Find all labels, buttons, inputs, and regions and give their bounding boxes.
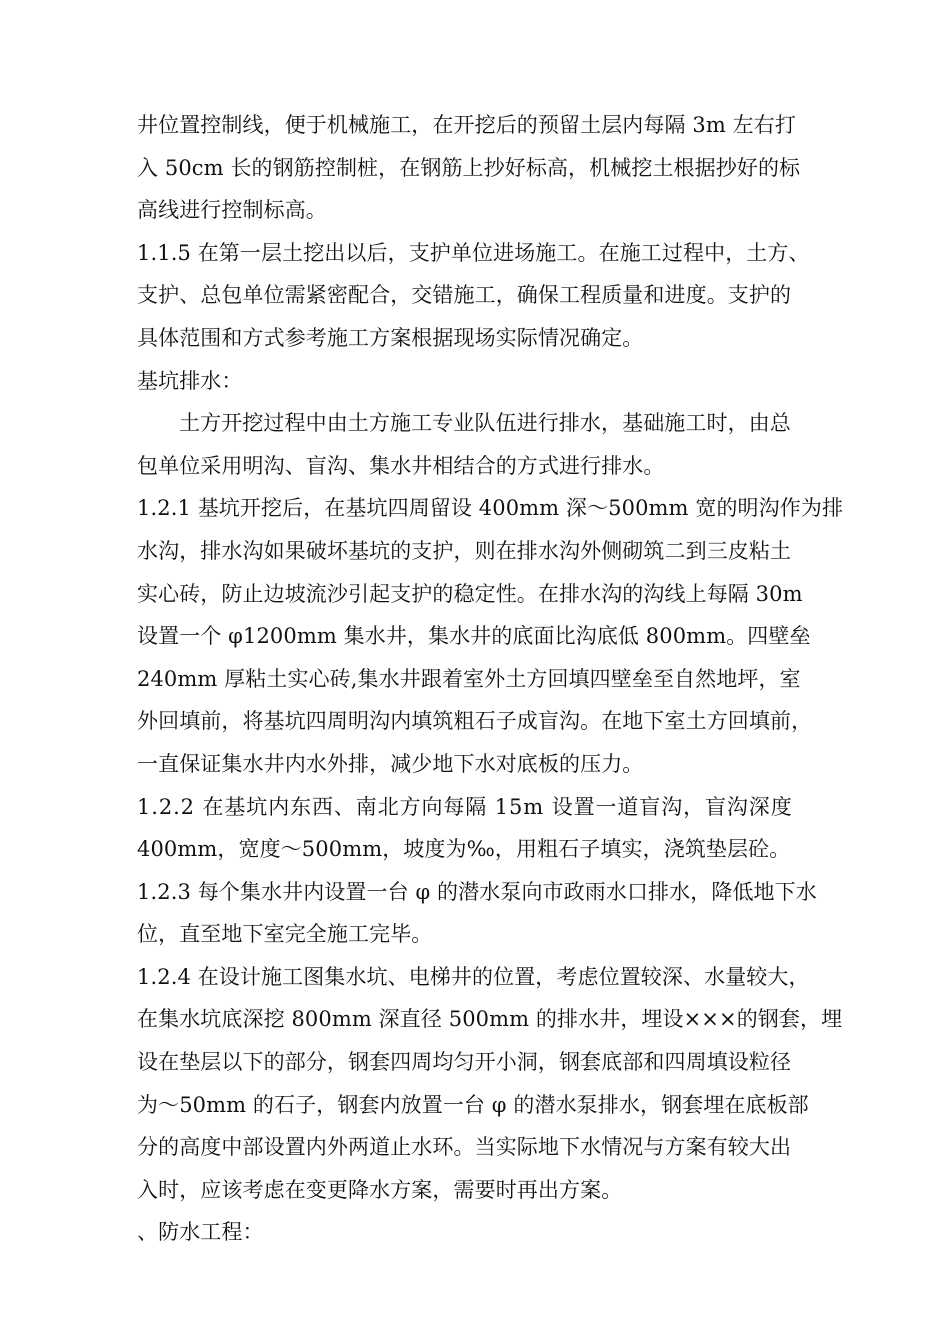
section-1-2-4-line-4: 为～50mm 的石子，钢套内放置一台 φ 的潜水泵排水，钢套埋在底板部	[137, 1092, 809, 1117]
section-1-2-1-line-1: 1.2.1 基坑开挖后，在基坑四周留设 400mm 深～500mm 宽的明沟作为排	[137, 496, 844, 521]
section-1-2-4-line-3: 设在垫层以下的部分，钢套四周均匀开小洞，钢套底部和四周填设粒径	[137, 1050, 792, 1075]
drainage-intro-line-1: 土方开挖过程中由土方施工专业队伍进行排水，基础施工时，由总	[179, 411, 791, 436]
section-1-2-4-line-6: 入时，应该考虑在变更降水方案，需要时再出方案。	[137, 1177, 623, 1202]
section-1-2-3-line-2: 位，直至地下室完全施工完毕。	[137, 922, 433, 947]
section-1-2-2-line-1: 1.2.2 在基坑内东西、南北方向每隔 15m 设置一道盲沟，盲沟深度	[137, 794, 793, 819]
section-1-2-1-line-3: 实心砖，防止边坡流沙引起支护的稳定性。在排水沟的沟线上每隔 30m	[137, 581, 803, 606]
section-1-2-1-line-6: 外回填前，将基坑四周明沟内填筑粗石子成盲沟。在地下室土方回填前，	[137, 709, 813, 734]
section-1-2-4-line-1: 1.2.4 在设计施工图集水坑、电梯井的位置，考虑位置较深、水量较大，	[137, 964, 810, 989]
section-1-2-2-line-2: 400mm，宽度～500mm，坡度为‰，用粗石子填实，浇筑垫层砼。	[137, 837, 791, 862]
section-1-2-1-line-2: 水沟，排水沟如果破坏基坑的支护，则在排水沟外侧砌筑二到三皮粘土	[137, 538, 792, 563]
drainage-intro-line-2: 包单位采用明沟、盲沟、集水井相结合的方式进行排水。	[137, 453, 665, 478]
section-1-1-5-line-2: 支护、总包单位需紧密配合，交错施工，确保工程质量和进度。支护的	[137, 283, 792, 308]
text-line-2: 入 50cm 长的钢筋控制桩，在钢筋上抄好标高，机械挖土根据抄好的标	[137, 155, 801, 180]
heading-waterproofing: 、防水工程：	[137, 1220, 264, 1245]
section-1-2-3-line-1: 1.2.3 每个集水井内设置一台 φ 的潜水泵向市政雨水口排水，降低地下水	[137, 879, 817, 904]
text-line-1: 井位置控制线，便于机械施工，在开挖后的预留土层内每隔 3m 左右打	[137, 113, 796, 137]
section-1-2-4-line-5: 分的高度中部设置内外两道止水环。当实际地下水情况与方案有较大出	[137, 1135, 792, 1160]
document-body	[137, 104, 853, 1254]
section-1-2-1-line-5: 240mm 厚粘土实心砖,集水井跟着室外土方回填四壁垒至自然地坪，室	[137, 666, 801, 691]
heading-foundation-drainage: 基坑排水：	[137, 368, 243, 393]
section-1-2-4-line-2: 在集水坑底深挖 800mm 深直径 500mm 的排水井，埋设×××的钢套，埋	[137, 1007, 843, 1032]
section-1-2-1-line-4: 设置一个 φ1200mm 集水井，集水井的底面比沟底低 800mm。四壁垒	[137, 624, 811, 649]
section-1-2-1-line-7: 一直保证集水井内水外排，减少地下水对底板的压力。	[137, 751, 644, 776]
section-1-1-5-line-3: 具体范围和方式参考施工方案根据现场实际情况确定。	[137, 325, 644, 350]
section-1-1-5-line-1: 1.1.5 在第一层土挖出以后，支护单位进场施工。在施工过程中，土方、	[137, 240, 810, 265]
text-line-3: 高线进行控制标高。	[137, 198, 327, 223]
